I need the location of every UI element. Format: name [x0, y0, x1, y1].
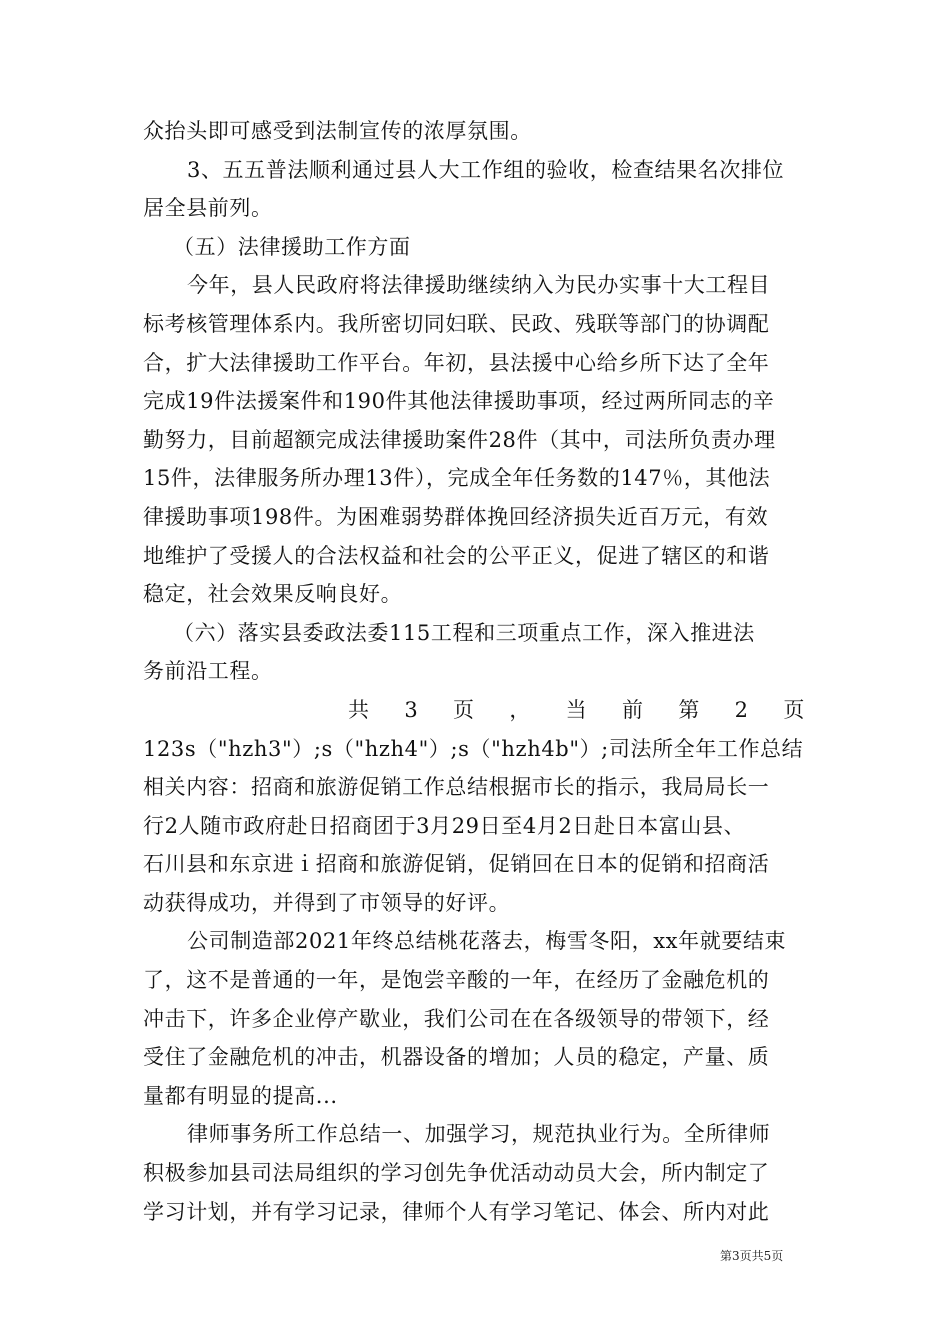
section-heading: （六）落实县委政法委115工程和三项重点工作，深入推进法: [173, 620, 755, 645]
text-line: 受住了金融危机的冲击，机器设备的增加；人员的稳定，产量、质: [143, 1045, 770, 1070]
text-line: 众抬头即可感受到法制宣传的浓厚氛围。: [143, 119, 532, 143]
text-line: 今年，县人民政府将法律援助继续纳入为民办实事十大工程目: [187, 273, 771, 298]
page-footer: 第3页共5页: [720, 1249, 784, 1263]
text-line: 勤努力，目前超额完成法律援助案件28件（其中，司法所负责办理: [143, 427, 776, 452]
document-body: [143, 112, 805, 1231]
page-count-token: 前: [622, 697, 644, 722]
page-count-line: [143, 691, 805, 730]
text-line: 相关内容：招商和旅游促销工作总结根据市长的指示，我局局长一: [143, 775, 770, 800]
page-count-token: 当: [565, 697, 588, 722]
text-line: 3、五五普法顺利通过县人大工作组的验收，检查结果名次排位: [187, 157, 785, 182]
text-line: 居全县前列。: [143, 196, 273, 221]
text-line: 动获得成功，并得到了市领导的好评。: [143, 890, 511, 915]
text-line: 律师事务所工作总结一、加强学习，规范执业行为。全所律师: [187, 1122, 771, 1147]
page-count-token: ，: [509, 697, 531, 722]
page-count-token: 共: [348, 697, 370, 722]
text-line: 行2人随市政府赴日招商团于3月29日至4月2日赴日本富山县、: [143, 813, 746, 838]
page-count-token: 3: [404, 697, 419, 722]
text-line: 稳定，社会效果反响良好。: [143, 582, 403, 607]
text-line: 完成19件法援案件和190件其他法律援助事项，经过两所同志的辛: [143, 389, 775, 414]
text-line: 冲击下，许多企业停产歇业，我们公司在在各级领导的带领下，经: [143, 1006, 770, 1031]
text-line: 公司制造部2021年终总结桃花落去，梅雪冬阳，xx年就要结束: [187, 929, 787, 954]
text-line: 学习计划，并有学习记录，律师个人有学习笔记、体会、所内对此: [143, 1199, 770, 1224]
text-line: 15件，法律服务所办理13件），完成全年任务数的147％，其他法: [143, 466, 771, 491]
text-line: 合，扩大法律援助工作平台。年初，县法援中心给乡所下达了全年: [143, 350, 770, 375]
section-heading: （五）法律援助工作方面: [173, 234, 411, 259]
text-line: 积极参加县司法局组织的学习创先争优活动动员大会，所内制定了: [143, 1161, 770, 1186]
page-count-token: 2: [734, 697, 749, 722]
page-count-token: 页: [453, 697, 475, 722]
text-line: 律援助事项198件。为困难弱势群体挽回经济损失近百万元，有效: [143, 504, 769, 529]
page-count-token: 第: [678, 697, 700, 722]
text-line: 务前沿工程。: [143, 659, 273, 684]
text-line: 量都有明显的提高...: [143, 1083, 338, 1108]
text-line: 标考核管理体系内。我所密切同妇联、民政、残联等部门的协调配: [143, 311, 770, 336]
page-count-token: 页: [783, 697, 805, 722]
text-line: 123s（"hzh3"）;s（"hzh4"）;s（"hzh4b"）;司法所全年工作总结: [143, 736, 804, 761]
text-line: 了，这不是普通的一年，是饱尝辛酸的一年，在经历了金融危机的: [143, 968, 770, 993]
text-line: 地维护了受援人的合法权益和社会的公平正义，促进了辖区的和谐: [143, 543, 770, 568]
text-line: 石川县和东京进ｉ招商和旅游促销，促销回在日本的促销和招商活: [143, 852, 770, 877]
